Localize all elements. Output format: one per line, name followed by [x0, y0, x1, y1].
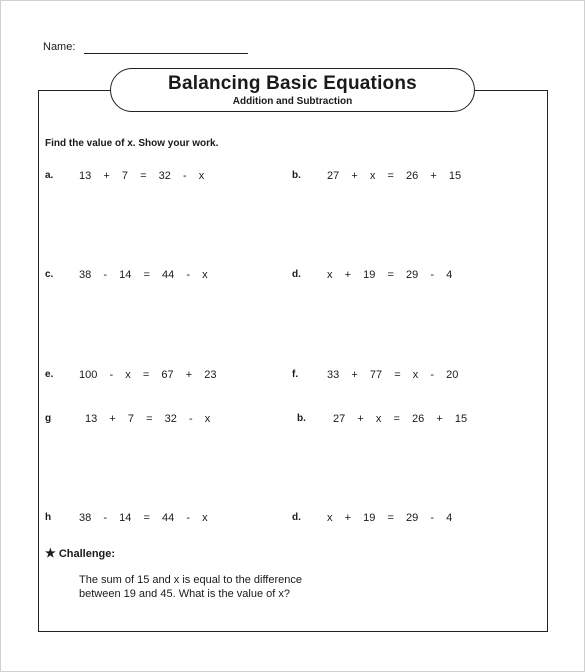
- problem-letter: d.: [292, 269, 301, 280]
- problem-equation: x + 19 = 29 - 4: [327, 269, 453, 281]
- worksheet-title: Balancing Basic Equations: [168, 73, 417, 94]
- problem-d-repeat: [292, 512, 453, 548]
- problem-equation: 38 - 14 = 44 - x: [79, 512, 208, 524]
- problem-equation: 38 - 14 = 44 - x: [79, 269, 208, 281]
- problem-equation: 100 - x = 67 + 23: [79, 369, 217, 381]
- problem-equation: 33 + 77 = x - 20: [327, 369, 459, 381]
- problem-c: [45, 269, 208, 305]
- worksheet-subtitle: Addition and Subtraction: [232, 96, 353, 107]
- problem-letter: h: [45, 512, 52, 523]
- challenge-question: [79, 573, 349, 601]
- instructions: Find the value of x. Show your work.: [45, 138, 219, 149]
- problem-e: [45, 369, 217, 405]
- problem-b: [292, 170, 462, 206]
- problem-letter: b.: [297, 413, 306, 424]
- star-icon: ★: [45, 546, 56, 560]
- problem-letter: a.: [45, 170, 54, 181]
- name-label: Name:: [43, 41, 76, 53]
- problem-g: [45, 413, 211, 449]
- problem-equation: x + 19 = 29 - 4: [327, 512, 453, 524]
- problem-equation: 27 + x = 26 + 15: [327, 170, 462, 182]
- problem-letter: b.: [292, 170, 301, 181]
- problem-b-repeat: [297, 413, 468, 449]
- problem-letter: f.: [292, 369, 299, 380]
- problem-a: [45, 170, 205, 206]
- problem-letter: c.: [45, 269, 54, 280]
- name-blank-line[interactable]: [84, 53, 248, 54]
- problem-h: [45, 512, 208, 548]
- problem-d: [292, 269, 453, 305]
- challenge-label: Challenge:: [58, 548, 116, 560]
- title-banner: [110, 68, 475, 112]
- problem-letter: g: [45, 413, 52, 424]
- problem-letter: e.: [45, 369, 54, 380]
- problem-equation: 13 + 7 = 32 - x: [79, 170, 205, 182]
- problem-letter: d.: [292, 512, 301, 523]
- problem-equation: 13 + 7 = 32 - x: [85, 413, 211, 425]
- problem-f: [292, 369, 459, 405]
- challenge-line: between 19 and 45. What is the value of x?: [79, 588, 290, 600]
- problem-equation: 27 + x = 26 + 15: [333, 413, 468, 425]
- challenge-line: The sum of 15 and x is equal to the difference: [79, 574, 302, 586]
- challenge-heading: [45, 546, 115, 560]
